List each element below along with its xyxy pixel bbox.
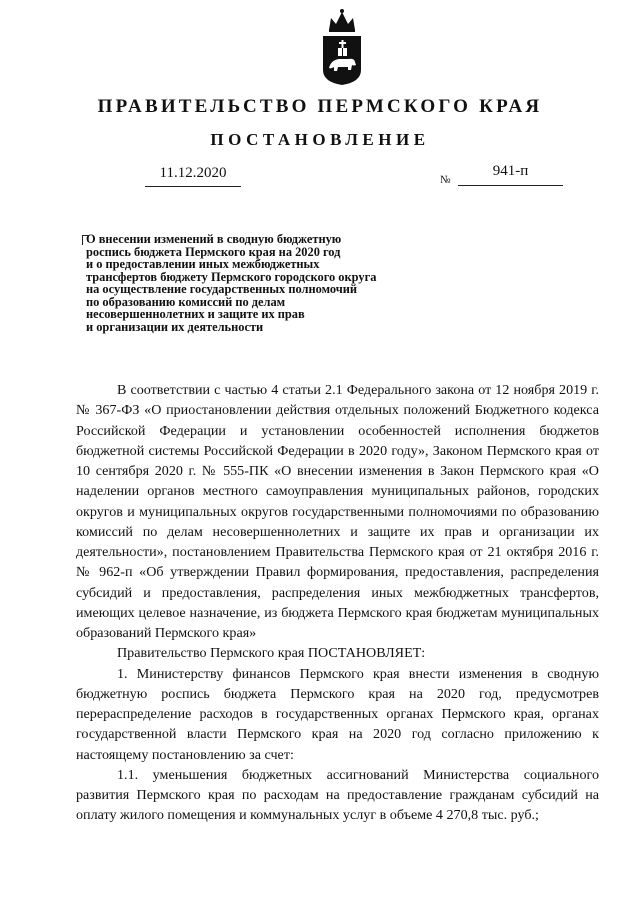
document-body bbox=[76, 380, 599, 826]
title-line: роспись бюджета Пермского края на 2020 год bbox=[86, 244, 341, 259]
clause-1-1-paragraph: 1.1. уменьшения бюджетных ассигнований Министерства социального развития Пермского края по расходам на предоставление гражданам субсидий на оплату жилого помещения и коммунальных услуг в объеме 4 270,8 тыс. руб.; bbox=[76, 766, 599, 824]
title-corner-mark bbox=[82, 235, 88, 245]
document-date: 11.12.2020 bbox=[145, 165, 241, 187]
title-line: и организации их деятельности bbox=[86, 319, 264, 334]
document-title bbox=[86, 233, 446, 333]
coat-of-arms-icon bbox=[321, 8, 363, 86]
title-line: О внесении изменений в сводную бюджетную bbox=[86, 232, 342, 246]
document-number: 941-п bbox=[458, 163, 563, 186]
title-line: на осуществление государственных полномочий bbox=[86, 282, 357, 296]
clause-1-paragraph: 1. Министерству финансов Пермского края внести изменения в сводную бюджетную роспись бюджета Пермского края на 2020 год, предусмотрев перераспределение расходов в государственных органах Пермского края, органах государственной власти Пермского края на 2020 год согласно приложению к настоящему постановлению за счет: bbox=[76, 665, 599, 763]
number-sign: № bbox=[440, 174, 451, 186]
resolution-paragraph: Правительство Пермского края ПОСТАНОВЛЯЕТ: bbox=[117, 645, 426, 662]
preamble-paragraph: В соответствии с частью 4 статьи 2.1 Федерального закона от 12 ноября 2019 г. № 367-ФЗ «О приостановлении действия отдельных положений Бюджетного кодекса Российской Федерации и установлении особенностей исполнения бюджетов бюджетной системы Российской Федерации в 2020 году», Законом Пермского края от 10 сентября 2020 г. № 555-ПК «О внесении изменения в Закон Пермского края «О наделении органов местного самоуправления муниципальных районов, городских округов и муниципальных округов государственными полномочиями по образованию комиссий по делам несовершеннолетних и защите их прав и организации их деятельности», постановлением Правительства Пермского края от 21 октября 2016 г. № 962-п «Об утверждении Правил формирования, предоставления, распределения субсидий и предоставления, распределения иных межбюджетных трансфертов, имеющих целевое назначение, из бюджета Пермского края бюджетам муниципальных образований Пермского края» bbox=[76, 382, 599, 641]
title-line: трансфертов бюджету Пермского городского округа bbox=[86, 269, 377, 284]
document-type: ПОСТАНОВЛЕНИЕ bbox=[210, 130, 430, 149]
title-line: и о предоставлении иных межбюджетных bbox=[86, 257, 320, 271]
title-line: несовершеннолетних и защите их прав bbox=[86, 307, 305, 321]
government-name: ПРАВИТЕЛЬСТВО ПЕРМСКОГО КРАЯ bbox=[97, 96, 543, 117]
title-line: по образованию комиссий по делам bbox=[86, 294, 286, 309]
